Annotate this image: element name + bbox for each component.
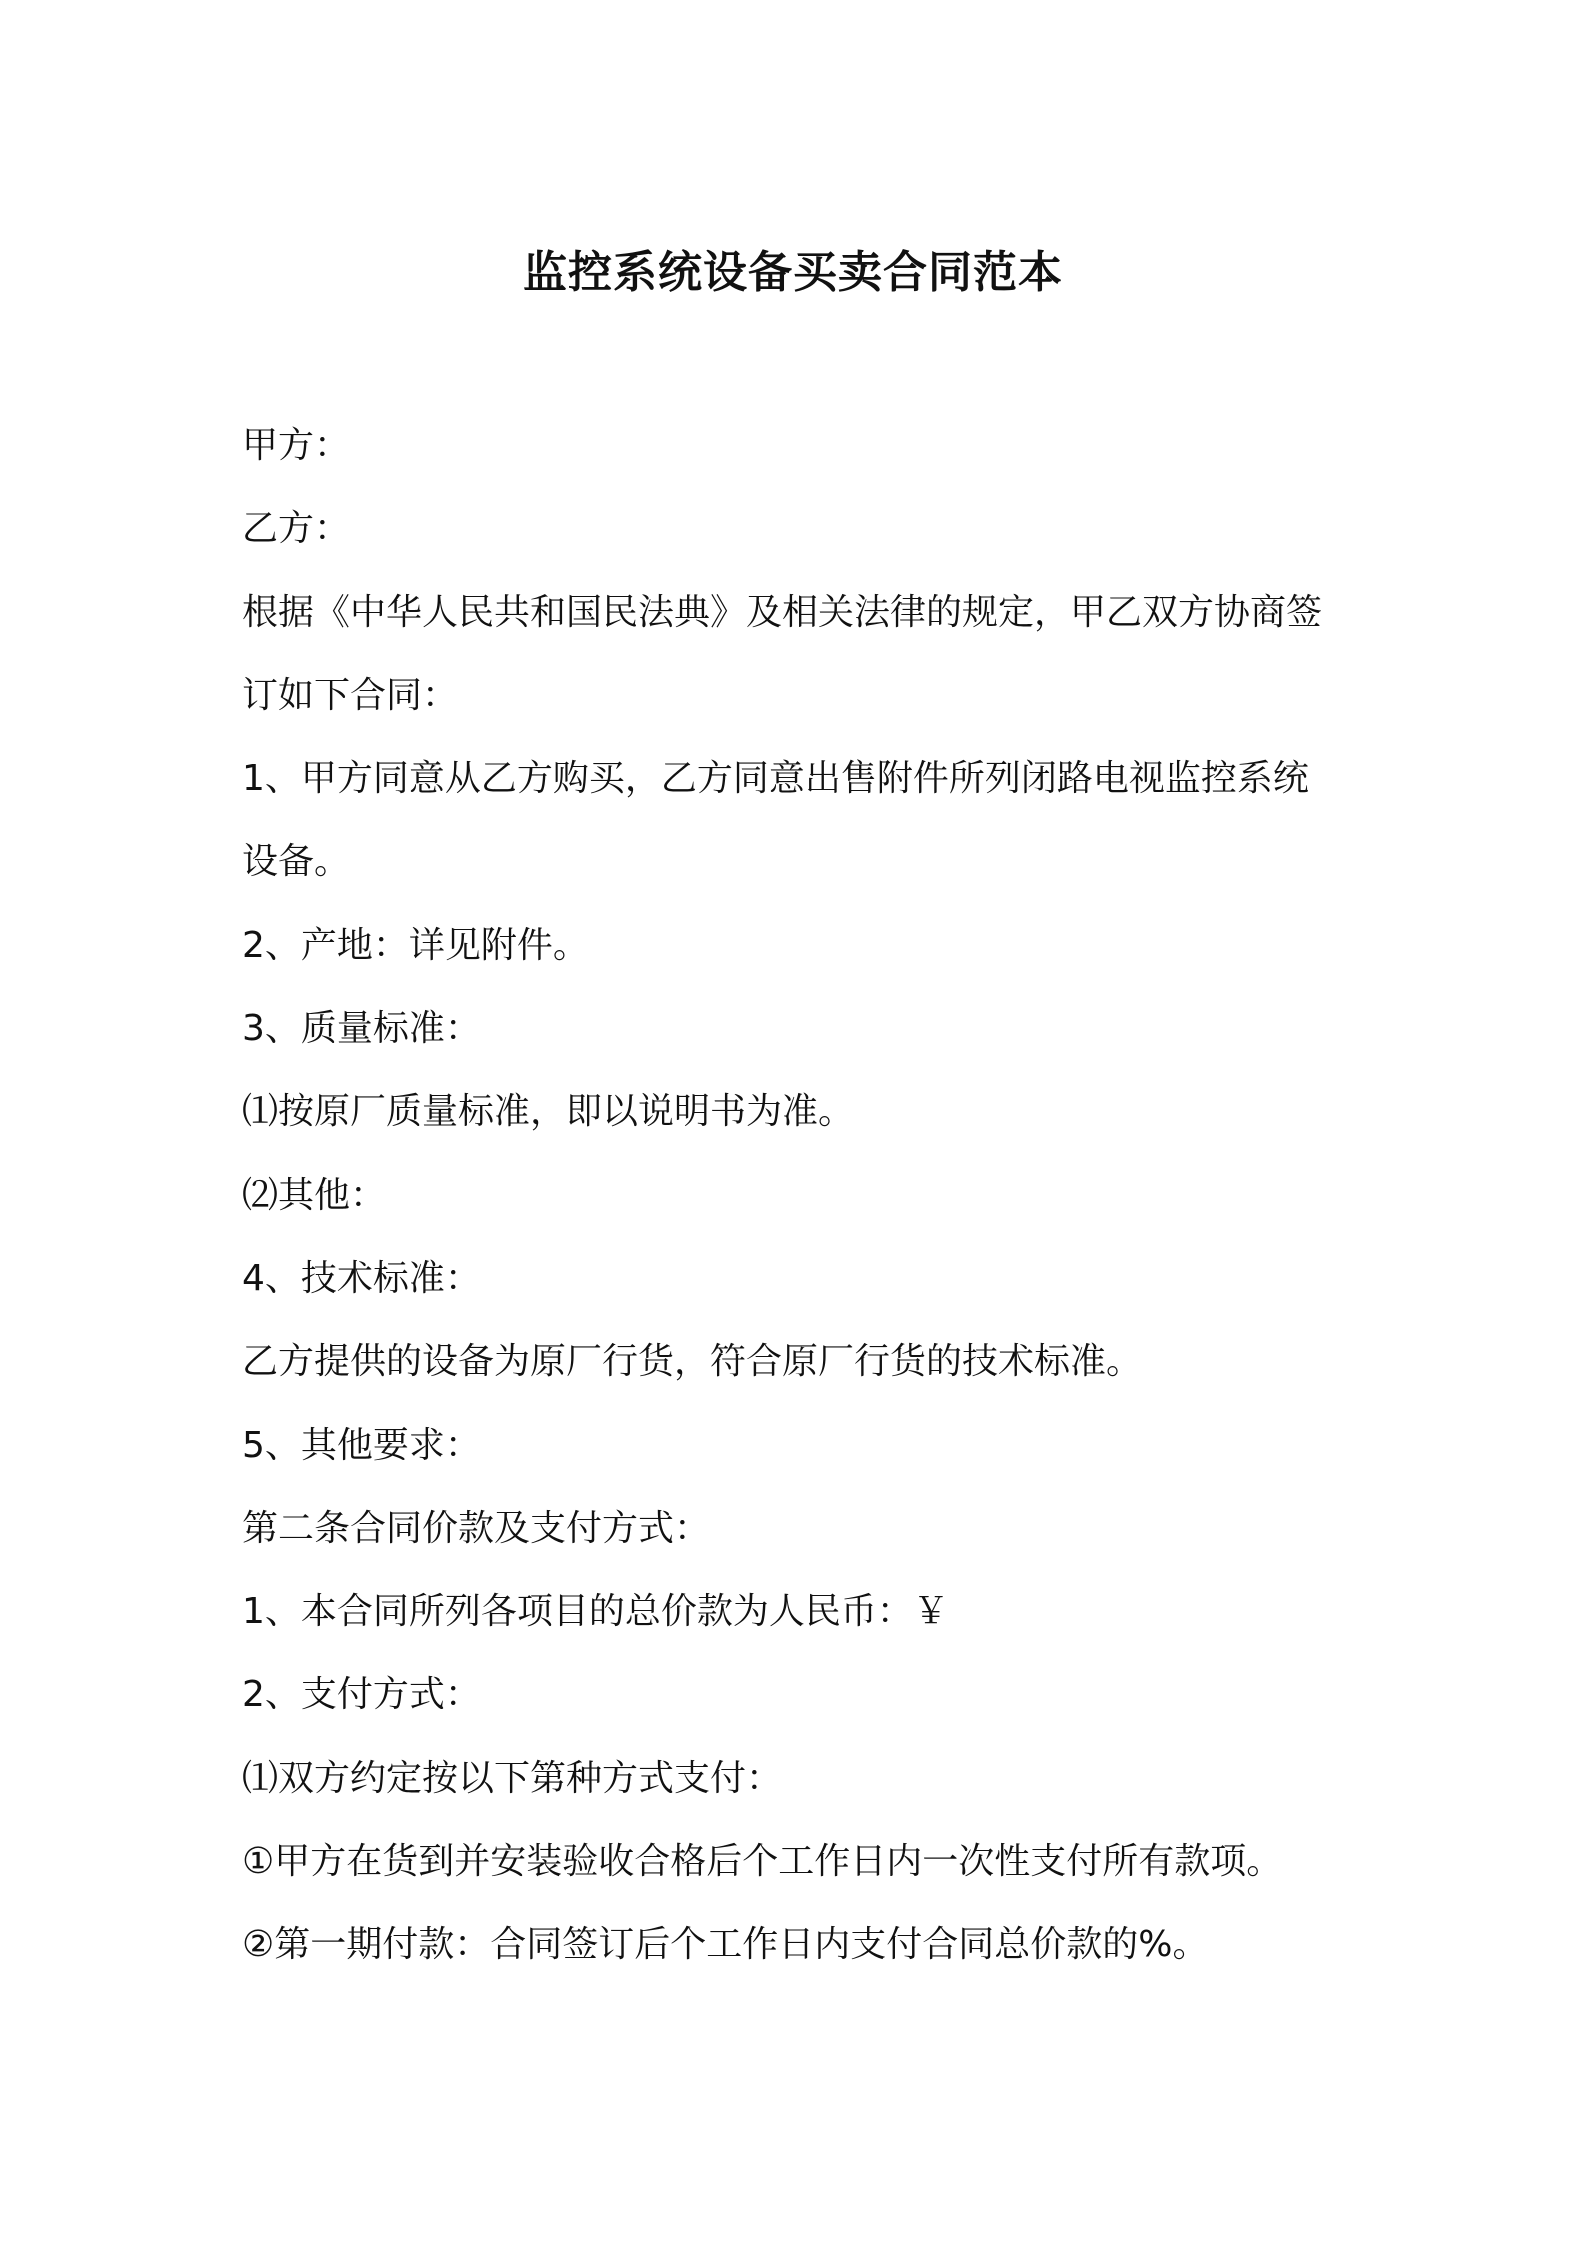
article-2-item-2: 2、支付方式： — [242, 1674, 481, 1716]
payment-method-line: ⑴双方约定按以下第种方式支付： — [242, 1757, 783, 1799]
clause-1-line-2: 设备。 — [242, 841, 351, 883]
article-2-item-1: 1、本合同所列各项目的总价款为人民币：￥ — [242, 1591, 949, 1633]
clause-1-line-1: 1、甲方同意从乙方购买，乙方同意出售附件所列闭路电视监控系统 — [242, 758, 1309, 800]
article-2-heading: 第二条合同价款及支付方式： — [242, 1507, 711, 1549]
clause-4-text: 乙方提供的设备为原厂行货，符合原厂行货的技术标准。 — [242, 1341, 1143, 1383]
party-a-line: 甲方： — [242, 425, 351, 466]
clause-4-technical-standard: 4、技术标准： — [242, 1257, 481, 1299]
preamble-line-1: 根据《中华人民共和国民法典》及相关法律的规定，甲乙双方协商签 — [242, 591, 1323, 633]
clause-2-origin: 2、产地：详见附件。 — [242, 924, 589, 966]
document-body — [242, 404, 1362, 1987]
payment-option-1: ①甲方在货到并安装验收合格后个工作日内一次性支付所有款项。 — [242, 1841, 1283, 1883]
clause-5-other-requirements: 5、其他要求： — [242, 1424, 481, 1466]
payment-option-2: ②第一期付款：合同签订后个工作日内支付合同总价款的%。 — [242, 1924, 1209, 1966]
document-title: 监控系统设备买卖合同范本 — [523, 247, 1063, 299]
clause-3-item-1: ⑴按原厂质量标准，即以说明书为准。 — [242, 1091, 855, 1133]
party-b-line: 乙方： — [242, 508, 351, 550]
clause-3-quality-standard: 3、质量标准： — [242, 1008, 481, 1050]
clause-3-item-2: ⑵其他： — [242, 1174, 387, 1216]
preamble-line-2: 订如下合同： — [242, 674, 459, 716]
